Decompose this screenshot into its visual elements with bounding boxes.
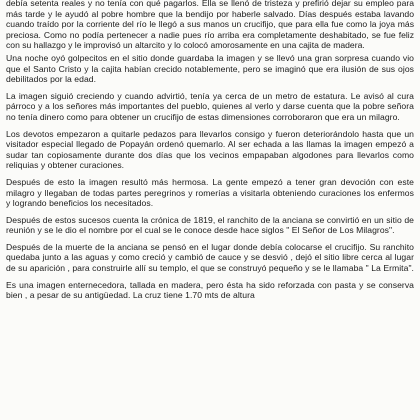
paragraph-2: La imagen siguió creciendo y cuando advirtió, tenía ya cerca de un metro de estatura. Le avisó al cura párroco y a los señores más importantes del pueblo, quienes al verlo y darse cuenta que la pobre señora no tenía dinero como para obtener un crucifijo de estas dimensiones corroboraron que era un milagro. bbox=[6, 90, 414, 122]
paragraph-6: Después de la muerte de la anciana se pensó en el lugar donde debía colocarse el crucifijo. Su ranchito quedaba junto a las aguas y como creció y cambió de cauce y se desvió , dejó el sitio libre cerca al lugar de su aparición , para construirle allí su templo, el que se construyó pequeño y se le llamaba " La Ermita". bbox=[6, 241, 414, 274]
paragraph-1: Una noche oyó golpecitos en el sitio donde guardaba la imagen y se llevó una gran sorpresa cuando vio que el Santo Cristo y la cajita habían crecido notablemente, pero se imaginó que era ilusión de sus ojos debilitados por la edad. bbox=[6, 52, 414, 85]
paragraph-4: Después de esto la imagen resultó más hermosa. La gente empezó a tener gran devoción con este milagro y llegaban de todas partes peregrinos y romerías a visitarla obteniendo curaciones los enfermos y logrando beneficios los necesitados. bbox=[6, 176, 414, 209]
paragraph-fragment-top: debía setenta reales y no tenía con qué pagarlos. Ella se llenó de tristeza y prefirió dejar su empleo para más tarde y le ayudó al pobre hombre que la bendijo por haberle salvado. Días después estaba lavando cuando traído por la corriente del río le llegó a sus manos un crucifijo, que para ella fue como la joya más preciosa. Como no podía pertenecer a nadie pues río arriba era completamente deshabitado, se fue feliz con su hallazgo y le improvisó un altarcito y lo colocó amorosamente en una cajita de madera. bbox=[6, 0, 414, 51]
paragraph-5: Después de estos sucesos cuenta la crónica de 1819, el ranchito de la anciana se convirtió en un sitio de reunión y se le dio el nombre por el cual se le conoce desde hace siglos " El Señor de Los Milagros". bbox=[6, 214, 414, 236]
paragraph-7: Es una imagen enternecedora, tallada en madera, pero ésta ha sido reforzada con pasta y se conserva bien , a pesar de su antigüedad. La cruz tiene 1.70 mts de altura bbox=[6, 279, 414, 301]
paragraph-3: Los devotos empezaron a quitarle pedazos para llevarlos consigo y fueron deteriorándolo hasta que un visitador especial llegado de Popayán ordenó quemarlo. Al ser echada a las llamas la imagen empezó a sudar tan copiosamente durante dos días que los vecinos empapaban algodones para llevarlos como reliquias y obtener curaciones. bbox=[6, 128, 414, 171]
